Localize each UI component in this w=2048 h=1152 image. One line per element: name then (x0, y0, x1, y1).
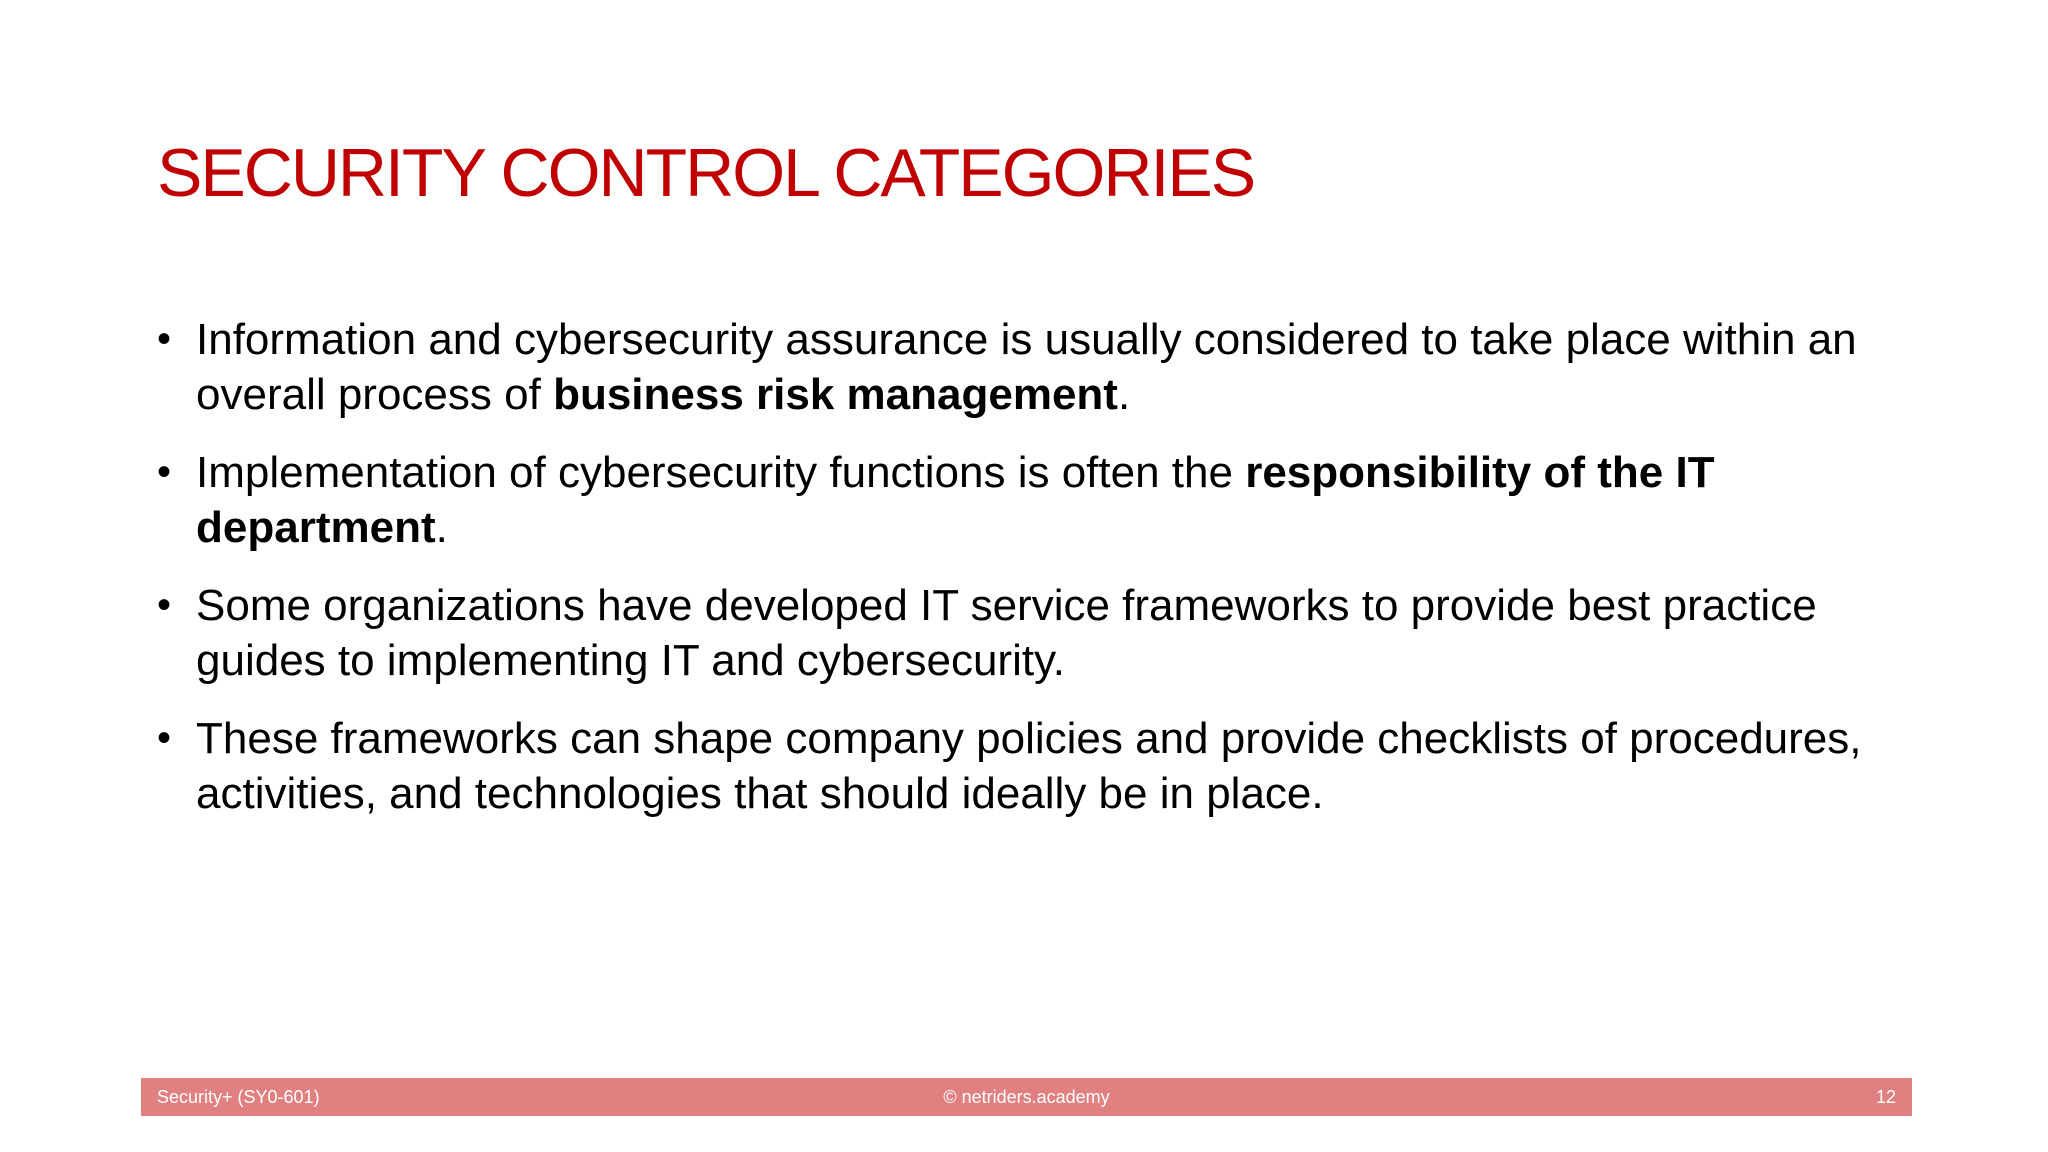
bullet-list (157, 312, 1877, 844)
bullet-text (196, 448, 1715, 552)
bullet-segment: Implementation of cybersecurity functions is often the (196, 448, 1246, 497)
bullet-segment: . (435, 503, 448, 552)
slide-title: SECURITY CONTROL CATEGORIES (157, 135, 1255, 211)
footer-copyright: © netriders.academy (943, 1087, 1110, 1107)
bullet-text (196, 581, 1817, 685)
bullet-item (157, 312, 1877, 422)
bullet-segment: These frameworks can shape company policies and provide checklists of procedures, activities, and technologies that should ideally be in place. (196, 714, 1862, 818)
bullet-marker-icon: • (157, 583, 172, 627)
bullet-marker-icon: • (157, 716, 172, 760)
footer-course-name: Security+ (SY0-601) (157, 1087, 320, 1107)
bullet-segment: Information and cybersecurity assurance is usually considered to take place within an overall process of (196, 315, 1857, 419)
bullet-item (157, 711, 1877, 821)
bullet-bold-segment: responsibility of the IT department (196, 448, 1715, 552)
bullet-marker-icon: • (157, 317, 172, 361)
bullet-bold-segment: business risk management (553, 370, 1118, 419)
bullet-segment: . (1117, 370, 1131, 419)
bullet-item (157, 445, 1877, 555)
bullet-segment: Some organizations have developed IT service frameworks to provide best practice guides to implementing IT and cybersecurity. (196, 581, 1817, 685)
bullet-text (196, 315, 1857, 419)
footer-slide-number: 12 (1875, 1087, 1896, 1107)
bullet-item (157, 578, 1877, 688)
slide-footer (141, 1078, 1912, 1116)
bullet-marker-icon: • (157, 450, 172, 494)
bullet-text (196, 714, 1862, 818)
